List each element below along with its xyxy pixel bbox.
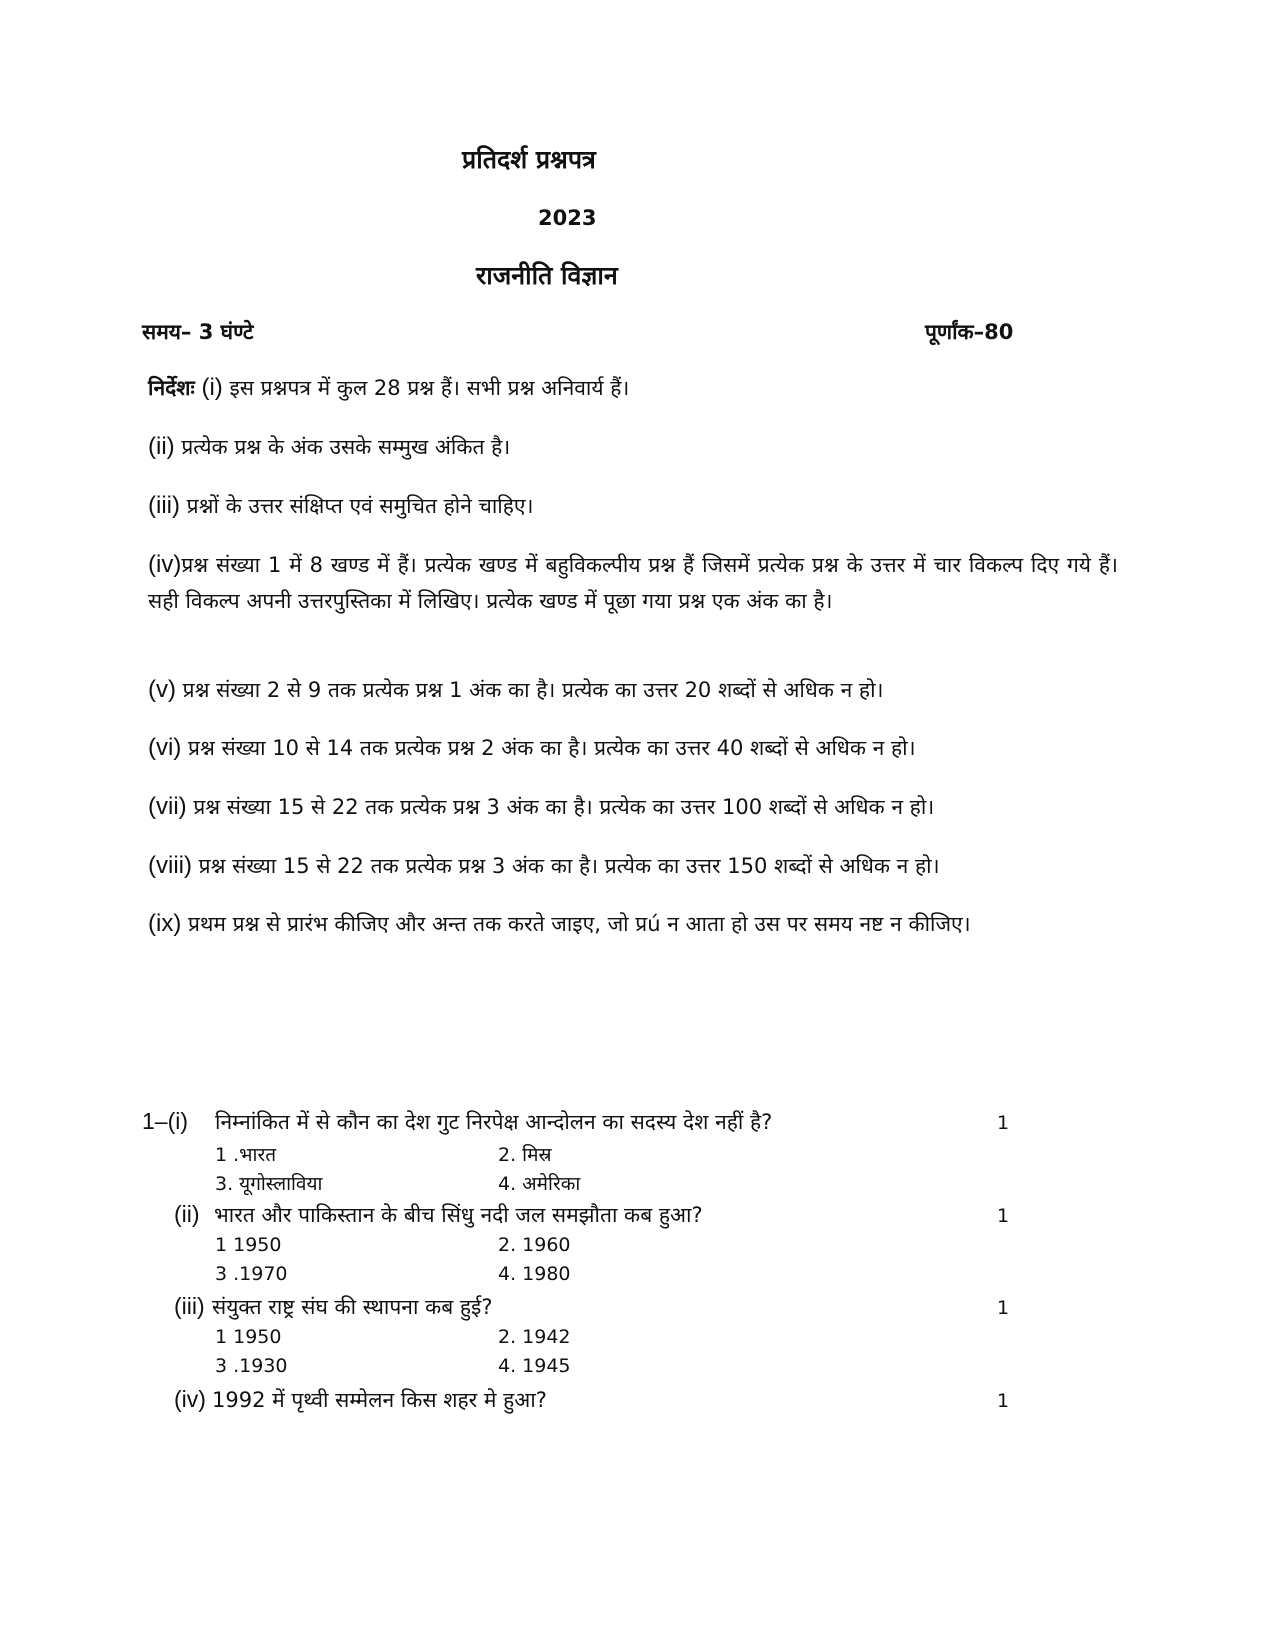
instruction-text: प्रत्येक प्रश्न के अंक उसके सम्मुख अंकित है। — [174, 435, 511, 459]
instruction-text: प्रश्न संख्या 15 से 22 तक प्रत्येक प्रश्न 3 अंक का है। प्रत्येक का उत्तर 100 शब्दों से अधिक न हो। — [186, 795, 935, 819]
option: 4. 1945 — [498, 1355, 571, 1377]
instruction-label: (i) — [201, 374, 223, 401]
paper-subject: राजनीति विज्ञान — [476, 261, 618, 290]
instruction-text: प्रथम प्रश्न से प्रारंभ कीजिए और अन्त तक करते जाइए, जो प्रú न आता हो उस पर समय नष्ट न कीजिए। — [181, 912, 971, 936]
paper-year: 2023 — [538, 206, 597, 230]
instruction-iii — [148, 488, 1118, 524]
question-text: संयुक्त राष्ट्र संघ की स्थापना कब हुई? — [212, 1295, 493, 1319]
option: 4. अमेरिका — [498, 1173, 581, 1195]
question-marks: 1 — [997, 1112, 1010, 1134]
time-allowed: समय– 3 घंण्टे — [142, 320, 254, 344]
paper-title: प्रतिदर्श प्रश्नपत्र — [462, 145, 596, 174]
instruction-viii — [148, 848, 1118, 884]
question-label: (iii) — [174, 1293, 205, 1319]
instruction-i — [148, 370, 1118, 406]
instruction-text: प्रश्न संख्या 2 से 9 तक प्रत्येक प्रश्न 1 अंक का है। प्रत्येक का उत्तर 20 शब्दों से अधिक न हो। — [175, 678, 884, 702]
question-marks: 1 — [997, 1390, 1010, 1412]
instruction-text: प्रश्न संख्या 15 से 22 तक प्रत्येक प्रश्न 3 अंक का है। प्रत्येक का उत्तर 150 शब्दों से अधिक न हो। — [191, 854, 940, 878]
option: 1 .भारत — [215, 1144, 277, 1166]
option: 3 .1970 — [215, 1263, 288, 1285]
option: 1 1950 — [215, 1234, 282, 1256]
option: 4. 1980 — [498, 1263, 571, 1285]
option: 3 .1930 — [215, 1355, 288, 1377]
instruction-label: (vii) — [148, 793, 187, 820]
question-text: निम्नांकित में से कौन का देश गुट निरपेक्ष आन्दोलन का सदस्य देश नहीं है? — [215, 1110, 773, 1134]
instruction-ix — [148, 906, 1118, 942]
option: 2. मिस्र — [498, 1144, 552, 1166]
question-label: 1–(i) — [142, 1108, 189, 1134]
option: 1 1950 — [215, 1326, 282, 1348]
question-text: भारत और पाकिस्तान के बीच सिंधु नदी जल समझौता कब हुआ? — [214, 1203, 703, 1227]
max-marks: पूर्णांक–80 — [925, 320, 1014, 344]
option: 2. 1942 — [498, 1326, 571, 1348]
question-text: 1992 में पृथ्वी सम्मेलन किस शहर मे हुआ? — [212, 1388, 547, 1412]
question-label: (iv) — [174, 1386, 206, 1412]
instruction-label: (ii) — [148, 433, 175, 460]
instruction-text: इस प्रश्नपत्र में कुल 28 प्रश्न हैं। सभी प्रश्न अनिवार्य हैं। — [222, 376, 630, 400]
instruction-ii — [148, 429, 1118, 465]
instruction-label: (iv) — [148, 551, 182, 578]
instruction-label: (iii) — [148, 492, 180, 519]
instruction-label: (ix) — [148, 910, 182, 937]
instruction-text: प्रश्न संख्या 10 से 14 तक प्रत्येक प्रश्न 2 अंक का है। प्रत्येक का उत्तर 40 शब्दों से अधिक न हो। — [181, 736, 916, 760]
question-marks: 1 — [997, 1205, 1010, 1227]
option: 3. यूगोस्लाविया — [215, 1173, 323, 1195]
instruction-text: प्रश्न संख्या 1 में 8 खण्ड में हैं। प्रत्येक खण्ड में बहुविकल्पीय प्रश्न हैं जिसमें प्रत्येक प्रश्न के उत्तर में चार विकल्प दिए गये हैं। सही विकल्प अपनी उत्तरपुस्तिका में लिखिए। प्रत्येक खण्ड में पूछा गया प्रश्न एक अंक का है। — [148, 553, 1118, 613]
instructions-heading: निर्देशः — [148, 376, 195, 400]
instruction-vii — [148, 789, 1118, 825]
question-label: (ii) — [174, 1201, 200, 1227]
option: 2. 1960 — [498, 1234, 571, 1256]
instruction-iv — [148, 547, 1118, 619]
instruction-label: (v) — [148, 676, 176, 703]
instruction-vi — [148, 730, 1118, 766]
instruction-v — [148, 672, 1118, 708]
instruction-label: (vi) — [148, 734, 182, 761]
instruction-text: प्रश्नों के उत्तर संक्षिप्त एवं समुचित होने चाहिए। — [179, 494, 534, 518]
question-marks: 1 — [997, 1297, 1010, 1319]
instruction-label: (viii) — [148, 852, 192, 879]
